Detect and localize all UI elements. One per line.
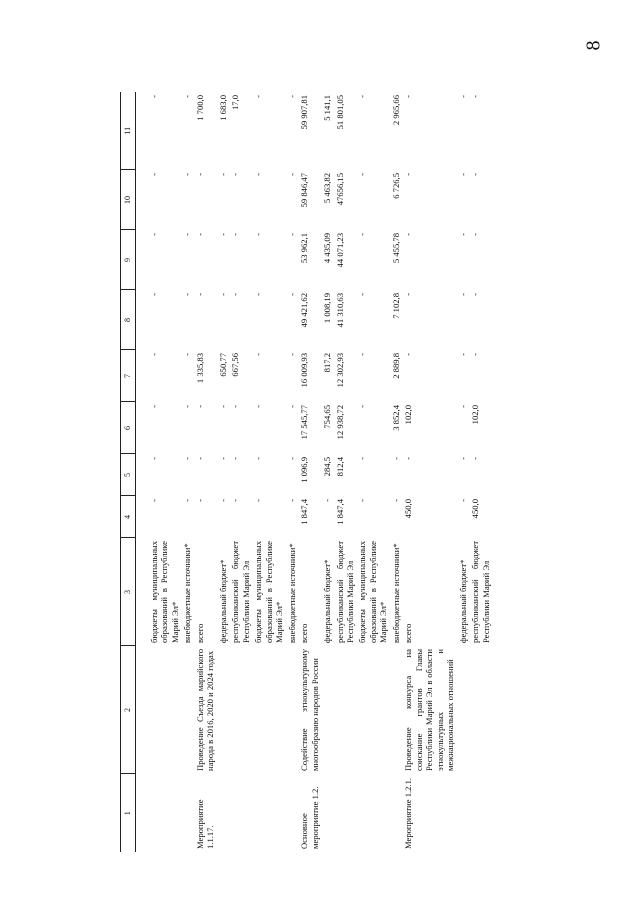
value-cell: - <box>148 405 159 408</box>
value-cell: 53 962,1 <box>299 233 310 264</box>
measure-name-cell <box>148 646 181 774</box>
value-cell: - <box>253 457 264 460</box>
measure-name-cell <box>334 646 357 774</box>
value-cell: - <box>286 405 297 408</box>
value-cell: 1 008,19 <box>322 293 333 324</box>
value-cell: - <box>194 233 205 236</box>
value-cell: 1 335,83 <box>194 353 205 384</box>
measure-name-cell <box>356 646 389 774</box>
value-cell: - <box>286 173 297 176</box>
value-cell: 17 545,77 <box>299 405 310 440</box>
measure-code-cell <box>457 774 469 852</box>
measure-code-cell: Мероприятие 1.1.17. <box>194 799 216 849</box>
value-cell: - <box>357 499 368 502</box>
value-cell: - <box>253 233 264 236</box>
value-cell: - <box>457 353 468 356</box>
value-cell: - <box>457 233 468 236</box>
funding-source-cell: всего <box>403 623 414 643</box>
value-cell: - <box>217 173 228 176</box>
measure-code-cell <box>217 774 229 852</box>
table-row <box>229 92 252 852</box>
measure-name-cell <box>286 646 298 774</box>
value-cell: - <box>148 233 159 236</box>
value-cell: 49 421,62 <box>299 293 310 328</box>
measure-name-cell <box>181 646 193 774</box>
value-cell: - <box>194 405 205 408</box>
funding-source-cell: республиканский бюджет Республики Марий Эл <box>334 541 355 643</box>
value-cell: - <box>457 405 468 408</box>
funding-source-cell: всего <box>299 623 310 643</box>
value-cell: - <box>322 499 333 502</box>
measure-name-cell <box>217 646 229 774</box>
value-cell: - <box>194 293 205 296</box>
value-cell: - <box>403 233 414 236</box>
spacer-row <box>135 92 148 852</box>
value-cell: - <box>286 353 297 356</box>
value-cell: 5 455,78 <box>390 233 401 264</box>
value-cell: - <box>403 95 414 98</box>
value-cell: - <box>217 405 228 408</box>
measure-name-cell <box>321 646 333 774</box>
value-cell: - <box>194 457 205 460</box>
funding-source-cell: всего <box>194 623 205 643</box>
value-cell: - <box>182 499 193 502</box>
value-cell: - <box>357 95 368 98</box>
spacer-cell <box>135 92 148 852</box>
funding-source-cell: федеральный бюджет* <box>322 559 333 643</box>
value-cell: 59 907,81 <box>299 95 310 130</box>
value-cell: 6 726,5 <box>390 173 401 199</box>
value-cell: 1 683,0 <box>217 95 228 121</box>
value-cell: 754,65 <box>322 405 333 429</box>
table-row <box>181 92 193 852</box>
funding-source-cell: федеральный бюджет* <box>217 559 228 643</box>
measure-name-cell: Проведение конкурса на соискание грантов Главы Республики Марий Эл в области этнокультурных и межнациональных отношений <box>403 649 456 771</box>
value-cell: - <box>286 457 297 460</box>
value-cell: 4 435,09 <box>322 233 333 264</box>
value-cell: 2 889,8 <box>390 353 401 379</box>
value-cell: - <box>470 457 481 460</box>
column-header: 3 <box>121 538 136 646</box>
value-cell: - <box>357 173 368 176</box>
value-cell: - <box>230 499 241 502</box>
page-number: 8 <box>582 40 605 51</box>
value-cell: - <box>253 293 264 296</box>
funding-source-cell: федеральный бюджет* <box>457 559 468 643</box>
funding-source-cell: республиканский бюджет Республики Марий Эл <box>230 541 251 643</box>
table-row <box>457 92 469 852</box>
rotated-table-container <box>120 62 620 852</box>
value-cell: - <box>390 499 401 502</box>
table-row <box>321 92 333 852</box>
value-cell: - <box>357 293 368 296</box>
value-cell: - <box>217 499 228 502</box>
value-cell: - <box>253 353 264 356</box>
value-cell: 284,5 <box>322 457 333 477</box>
value-cell: - <box>230 405 241 408</box>
measure-name-cell <box>390 646 402 774</box>
measure-code-cell <box>321 774 333 852</box>
table-row <box>334 92 357 852</box>
column-header: 6 <box>121 402 136 454</box>
value-cell: 102,0 <box>470 405 481 425</box>
value-cell: 2 965,66 <box>390 95 401 126</box>
value-cell: - <box>357 353 368 356</box>
value-cell: 7 102,8 <box>390 293 401 319</box>
value-cell: 102,0 <box>403 405 414 425</box>
value-cell: - <box>182 233 193 236</box>
value-cell: 650,77 <box>217 353 228 377</box>
value-cell: - <box>457 499 468 502</box>
value-cell: 12 938,72 <box>334 405 345 440</box>
value-cell: 3 852,4 <box>390 405 401 431</box>
value-cell: - <box>182 173 193 176</box>
measure-code-cell <box>181 774 193 852</box>
measure-code-cell <box>286 774 298 852</box>
value-cell: - <box>182 95 193 98</box>
value-cell: - <box>457 457 468 460</box>
value-cell: - <box>403 353 414 356</box>
value-cell: - <box>470 173 481 176</box>
value-cell: - <box>182 353 193 356</box>
value-cell: - <box>230 293 241 296</box>
funding-source-cell: внебюджетные источники* <box>286 543 297 643</box>
value-cell: - <box>286 95 297 98</box>
table-row <box>252 92 285 852</box>
value-cell: 51 801,05 <box>334 95 345 130</box>
table-row <box>390 92 402 852</box>
value-cell: - <box>194 173 205 176</box>
value-cell: - <box>217 457 228 460</box>
value-cell: 47656,15 <box>334 173 345 206</box>
table-row <box>148 92 181 852</box>
value-cell: - <box>217 293 228 296</box>
value-cell: - <box>470 95 481 98</box>
table-row <box>356 92 389 852</box>
value-cell: - <box>357 405 368 408</box>
column-header: 1 <box>121 774 136 852</box>
value-cell: - <box>148 499 159 502</box>
measure-code-cell <box>148 774 181 852</box>
value-cell: - <box>470 353 481 356</box>
measure-name-cell <box>469 646 492 774</box>
table-row <box>194 92 217 852</box>
value-cell: - <box>286 233 297 236</box>
measure-name-cell: Содействие этнокультурному многообразию народов России <box>299 649 320 771</box>
value-cell: - <box>357 457 368 460</box>
value-cell: 44 071,23 <box>334 233 345 268</box>
value-cell: 450,0 <box>470 499 481 519</box>
value-cell: - <box>286 499 297 502</box>
value-cell: 667,56 <box>230 353 241 377</box>
table-row <box>298 92 321 852</box>
measure-code-cell <box>334 774 357 852</box>
header-row <box>121 92 136 852</box>
value-cell: 12 302,93 <box>334 353 345 388</box>
measure-code-cell <box>390 774 402 852</box>
value-cell: - <box>470 293 481 296</box>
column-header: 7 <box>121 350 136 402</box>
value-cell: 1 847,4 <box>299 499 310 525</box>
funding-source-cell: внебюджетные источники* <box>182 543 193 643</box>
value-cell: - <box>230 457 241 460</box>
value-cell: - <box>148 457 159 460</box>
funding-source-cell: бюджеты муниципальных образований в Республике Марий Эл* <box>148 541 180 643</box>
value-cell: 16 009,93 <box>299 353 310 388</box>
value-cell: - <box>182 405 193 408</box>
value-cell: - <box>253 499 264 502</box>
value-cell: - <box>253 405 264 408</box>
measure-name-cell: Проведение Съезда марийского народа в 2016, 2020 и 2024 годах <box>194 649 216 771</box>
value-cell: - <box>457 173 468 176</box>
value-cell: 812,4 <box>334 457 345 477</box>
value-cell: - <box>403 457 414 460</box>
column-header: 2 <box>121 646 136 774</box>
measure-code-cell <box>252 774 285 852</box>
value-cell: 41 310,63 <box>334 293 345 328</box>
measure-code-cell <box>356 774 389 852</box>
funding-source-cell: республиканский бюджет Республики Марий Эл <box>470 541 491 643</box>
value-cell: 5 141,1 <box>322 95 333 121</box>
value-cell: - <box>148 173 159 176</box>
value-cell: 1 700,0 <box>194 95 205 121</box>
value-cell: - <box>457 293 468 296</box>
column-header: 10 <box>121 170 136 230</box>
value-cell: - <box>403 293 414 296</box>
value-cell: - <box>194 499 205 502</box>
measure-code-cell <box>469 774 492 852</box>
value-cell: - <box>230 173 241 176</box>
measure-name-cell <box>229 646 252 774</box>
table-row <box>402 92 456 852</box>
column-header: 9 <box>121 230 136 290</box>
column-header: 4 <box>121 496 136 538</box>
value-cell: - <box>403 173 414 176</box>
value-cell: 817,2 <box>322 353 333 373</box>
value-cell: - <box>253 95 264 98</box>
measure-name-cell <box>457 646 469 774</box>
value-cell: - <box>148 95 159 98</box>
value-cell: - <box>470 233 481 236</box>
value-cell: - <box>148 293 159 296</box>
value-cell: 1 847,4 <box>334 499 345 525</box>
table-row <box>217 92 229 852</box>
measure-code-cell: Мероприятие 1.2.1. <box>403 777 414 849</box>
column-header: 11 <box>121 92 136 170</box>
column-header: 8 <box>121 290 136 350</box>
value-cell: - <box>148 353 159 356</box>
value-cell: - <box>182 293 193 296</box>
value-cell: 1 096,9 <box>299 457 310 483</box>
value-cell: 450,0 <box>403 499 414 519</box>
value-cell: 17,0 <box>230 95 241 111</box>
funding-source-cell: бюджеты муниципальных образований в Республике Марий Эл* <box>357 541 389 643</box>
value-cell: 59 846,47 <box>299 173 310 208</box>
value-cell: - <box>390 457 401 460</box>
column-header: 5 <box>121 454 136 496</box>
measure-code-cell <box>229 774 252 852</box>
measure-code-cell: Основное мероприятие 1.2. <box>299 786 320 849</box>
value-cell: - <box>357 233 368 236</box>
table-row <box>286 92 298 852</box>
value-cell: 5 463,82 <box>322 173 333 204</box>
value-cell: - <box>230 233 241 236</box>
measure-name-cell <box>252 646 285 774</box>
funding-source-cell: бюджеты муниципальных образований в Республике Марий Эл* <box>253 541 285 643</box>
value-cell: - <box>182 457 193 460</box>
value-cell: - <box>286 293 297 296</box>
table-row <box>469 92 492 852</box>
value-cell: - <box>217 233 228 236</box>
funding-source-cell: внебюджетные источники* <box>390 543 401 643</box>
value-cell: - <box>253 173 264 176</box>
funding-table <box>120 92 492 852</box>
value-cell: - <box>457 95 468 98</box>
